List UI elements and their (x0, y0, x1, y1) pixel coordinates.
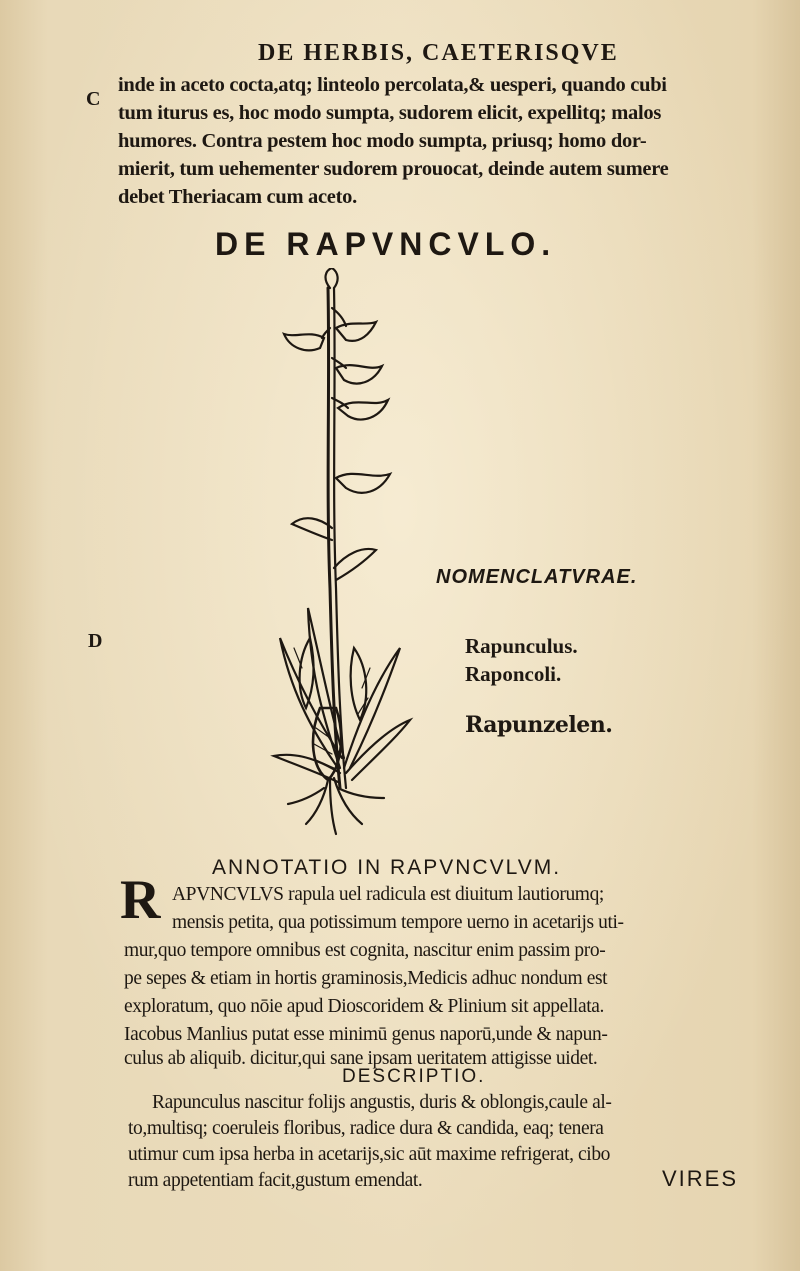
annotation-line: Iacobus Manlius putat esse minimū genus naporū,unde & napun- (124, 1024, 608, 1045)
description-line: Rapunculus nascitur folijs angustis, duris & oblongis,caule al- (152, 1092, 612, 1113)
drop-cap: R (120, 869, 161, 931)
running-head: DE HERBIS, CAETERISQVE (258, 40, 619, 66)
top-paragraph-line: debet Theriacam cum aceto. (118, 186, 357, 208)
catchword: VIRES (662, 1166, 739, 1191)
top-paragraph-line: tum iturus es, hoc modo sumpta, sudorem elicit, expellitq; malos (118, 102, 662, 124)
margin-letter-d: D (88, 630, 103, 652)
annotation-line: mensis petita, qua potissimum tempore uerno in acetarijs uti- (172, 912, 624, 933)
top-paragraph-line: inde in aceto cocta,atq; linteolo percolata,& uesperi, quando cubi (118, 74, 667, 96)
description-line: to,multisq; coeruleis floribus, radice dura & candida, eaq; tenera (128, 1118, 604, 1139)
nomenclature-title: NOMENCLATVRAE. (436, 566, 638, 588)
annotation-line: APVNCVLVS rapula uel radicula est diuitum lautiorumq; (172, 884, 604, 905)
section-heading: DE RAPVNCVLO. (215, 226, 557, 262)
name-italian: Raponcoli. (465, 662, 562, 686)
description-line: utimur cum ipsa herba in acetarijs,sic aūt maxime refrigerat, cibo (128, 1144, 611, 1165)
annotation-title: ANNOTATIO IN RAPVNCVLVM. (212, 856, 562, 879)
annotation-line: culus ab aliquib. dicitur,qui sane ipsam ueritatem attigisse uidet. (124, 1048, 598, 1069)
description-title: DESCRIPTIO. (342, 1066, 486, 1087)
annotation-line: exploratum, quo nōie apud Dioscoridem & Plinium sit appellata. (124, 996, 604, 1017)
annotation-line: pe sepes & etiam in hortis graminosis,Medicis adhuc nondum est (124, 968, 608, 989)
margin-letter-c: C (86, 88, 101, 110)
rampion-woodcut-illustration (250, 268, 420, 848)
description-line: rum appetentiam facit,gustum emendat. (128, 1170, 423, 1191)
top-paragraph-line: humores. Contra pestem hoc modo sumpta, priusq; homo dor- (118, 130, 647, 152)
name-german: Rapunzelen. (465, 712, 613, 738)
annotation-line: mur,quo tempore omnibus est cognita, nascitur enim passim pro- (124, 940, 606, 961)
top-paragraph-line: mierit, tum uehementer sudorem prouocat, deinde autem sumere (118, 158, 669, 180)
name-latin: Rapunculus. (465, 634, 578, 658)
